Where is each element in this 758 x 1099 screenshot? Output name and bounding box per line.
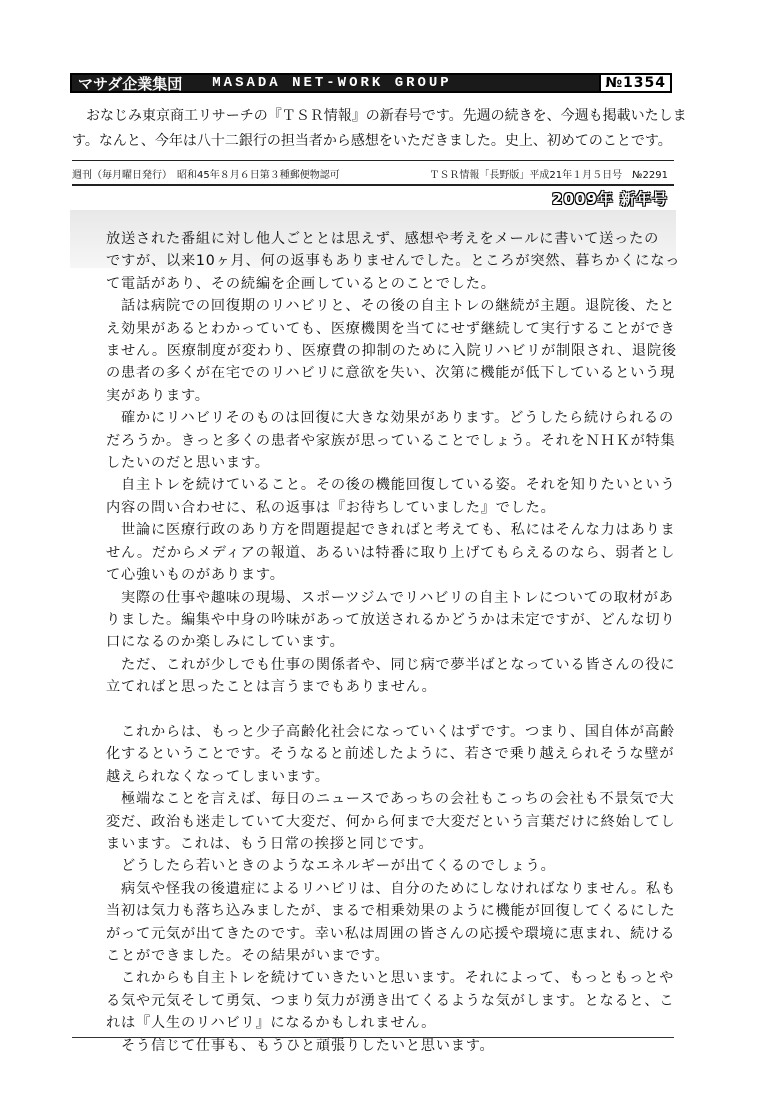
article-line: そう信じて仕事も、もうひと頑張りしたいと思います。 bbox=[106, 1037, 495, 1054]
divider-top bbox=[72, 160, 674, 161]
article-line: どうしたら若いときのようなエネルギーが出てくるのでしょう。 bbox=[106, 858, 556, 875]
article-line: ですが、以来10ヶ月、何の返事もありませんでした。ところが突然、暮ちかくになっ bbox=[106, 253, 681, 270]
publication-meta bbox=[72, 164, 668, 182]
article-line: え効果があるとわかっていても、医療機関を当てにせず継続して実行することができ bbox=[106, 320, 676, 337]
article-body bbox=[106, 228, 686, 1057]
divider-meta bbox=[72, 184, 674, 186]
new-year-badge: 2009年 新年号 bbox=[552, 190, 668, 208]
article-line: ことができました。その結果がいまです。 bbox=[106, 947, 390, 964]
article-line: がって元気が出てきたのです。幸い私は周囲の皆さんの応援や環境に恵まれ、続ける bbox=[106, 925, 676, 942]
article-line: 当初は気力も落ち込みましたが、まるで相乗効果のように機能が回復してくるにした bbox=[106, 903, 676, 920]
article-line: これからも自主トレを続けていきたいと思います。それによって、もっともっとや bbox=[106, 970, 675, 987]
article-line: 化するということです。そうなると前述したように、若さで乗り越えられそうな壁が bbox=[106, 746, 675, 763]
article-line: 実際の仕事や趣味の現場、スポーツジムでリハビリの自主トレについての取材があ bbox=[106, 589, 674, 606]
article-line: 極端なことを言えば、毎日のニュースであっちの会社もこっちの会社も不景気で大 bbox=[106, 791, 675, 808]
article-line: て電話があり、その続編を企画しているとのことでした。 bbox=[106, 275, 496, 292]
article-line: まいます。これは、もう日常の挨拶と同じです。 bbox=[106, 835, 434, 852]
article-line: て心強いものがあります。 bbox=[106, 567, 285, 584]
article-line: の患者の多くが在宅でのリハビリに意欲を失い、次第に機能が低下しているという現 bbox=[106, 365, 676, 382]
article-line: りました。編集や中身の吟味があって放送されるかどうかは未定ですが、どんな切り bbox=[106, 611, 676, 628]
article-line: 放送された番組に対し他人ごととは思えず、感想や考えをメールに書いて送ったの bbox=[106, 231, 660, 247]
article-line: 変だ、政治も迷走していて大変だ、何から何まで大変だという言葉だけに終始してし bbox=[106, 813, 676, 830]
article-line: ません。医療制度が変わり、医療費の抑制のために入院リハビリが制限され、退院後 bbox=[106, 343, 677, 360]
article-line: 実があります。 bbox=[106, 387, 210, 404]
meta-left: 週刊（毎月曜日発行） 昭和45年８月６日第３種郵便物認可 bbox=[72, 169, 340, 181]
article-line: 世論に医療行政のあり方を問題提起できればと考えても、私にはそんな力はありま bbox=[106, 522, 676, 539]
article-line: 越えられなくなってしまいます。 bbox=[106, 768, 330, 785]
article-line: したいのだと思います。 bbox=[106, 455, 270, 472]
article-line: だろうか。きっと多くの患者や家族が思っていることでしょう。それをＮＨＫが特集 bbox=[106, 432, 676, 449]
article-line: 確かにリハビリそのものは回復に大きな効果があります。どうしたら続けられるの bbox=[106, 410, 674, 427]
article-line: これからは、もっと少子高齢化社会になっていくはずです。つまり、国自体が高齢 bbox=[106, 723, 675, 740]
article-line: ただ、これが少しでも仕事の関係者や、同じ病で夢半ばとなっている皆さんの役に bbox=[106, 656, 676, 673]
divider-bottom bbox=[72, 1037, 674, 1038]
intro-text bbox=[72, 104, 687, 154]
intro-line-1: おなじみ東京商工リサーチの『ＴＳＲ情報』の新春号です。先週の続きを、今週も掲載いたしま bbox=[86, 108, 687, 124]
article-line bbox=[106, 699, 686, 721]
article-line: 立てればと思ったことは言うまでもありません。 bbox=[106, 679, 437, 696]
issue-number: №1354 bbox=[599, 75, 670, 91]
article-line: 内容の問い合わせに、私の返事は『お待ちしていました』でした。 bbox=[106, 499, 556, 516]
article-line: れは『人生のリハビリ』になるかもしれません。 bbox=[106, 1015, 437, 1032]
article-line: 自主トレを続けていること。その後の機能回復している姿。それを知りたいという bbox=[106, 477, 676, 494]
article-line: る気や元気そして勇気、つまり気力が湧き出てくるような気がします。となると、こ bbox=[106, 992, 675, 1009]
article-line: 病気や怪我の後遺症によるリハビリは、自分のためにしなければなりません。私も bbox=[106, 880, 676, 897]
company-name-en: MASADA NET-WORK GROUP bbox=[212, 75, 452, 91]
masthead-banner bbox=[70, 73, 672, 93]
article-line: 話は病院での回復期のリハビリと、その後の自主トレの継続が主題。退院後、たと bbox=[106, 298, 676, 315]
company-name-jp: マサダ企業集団 bbox=[78, 74, 183, 93]
article-line: 口になるのか楽しみにしています。 bbox=[106, 634, 345, 651]
article-line: せん。だからメディアの報道、あるいは特番に取り上げてもらえるのなら、弱者とし bbox=[106, 544, 676, 561]
intro-line-2: す。なんと、今年は八十二銀行の担当者から感想をいただきました。史上、初めてのことです。 bbox=[72, 133, 672, 149]
meta-right: ＴＳＲ情報「長野版」平成21年１月５日号 №2291 bbox=[429, 169, 668, 181]
